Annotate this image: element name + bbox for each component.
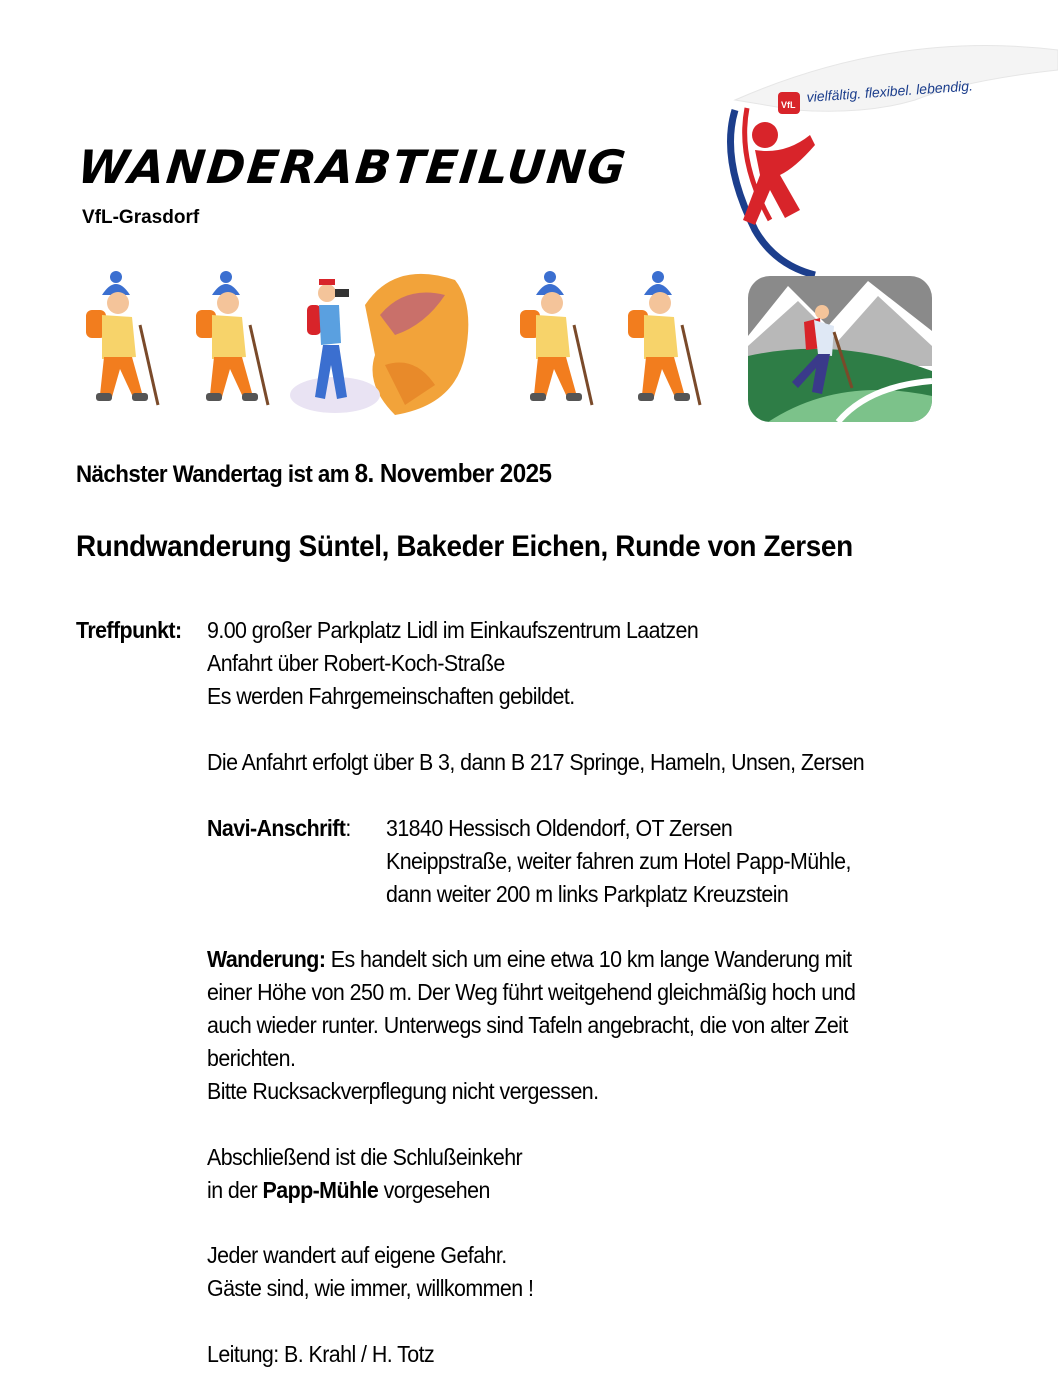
closing-line: Abschließend ist die Schlußeinkehr: [207, 1144, 523, 1170]
next-hike-date: [76, 458, 551, 489]
note-line: Jeder wandert auf eigene Gefahr.: [207, 1242, 507, 1268]
hike-line: Bitte Rucksackverpflegung nicht vergessen.: [207, 1078, 599, 1104]
meeting-line: Es werden Fahrgemeinschaften gebildet.: [207, 683, 575, 709]
mountain-hiker-icon: [748, 276, 932, 422]
note-line: Gäste sind, wie immer, willkommen !: [207, 1275, 534, 1301]
navi-line: Kneippstraße, weiter fahren zum Hotel Papp-Mühle,: [386, 848, 851, 874]
meeting-label: Treffpunkt:: [76, 617, 182, 643]
next-hike-prefix: Nächster Wandertag ist am: [76, 461, 349, 488]
closing-post: vorgesehen: [378, 1177, 490, 1203]
hiker-icon: [506, 265, 602, 425]
leadership: Leitung: B. Krahl / H. Totz: [207, 1341, 435, 1367]
next-hike-date-value: 8. November 2025: [354, 458, 552, 488]
page-title: WANDERABTEILUNG: [75, 140, 631, 194]
hike-line: berichten.: [207, 1045, 296, 1071]
navi-label: Navi-Anschrift: [207, 815, 346, 841]
club-logo: [715, 40, 1058, 280]
logo-slogan: vielfältig. flexibel. lebendig.: [806, 77, 974, 105]
hiker-icon: [182, 265, 278, 425]
travel-route: Die Anfahrt erfolgt über B 3, dann B 217 Springe, Hameln, Unsen, Zersen: [207, 749, 865, 775]
hike-line: [207, 943, 852, 976]
navi-line: 31840 Hessisch Oldendorf, OT Zersen: [386, 815, 733, 841]
hiker-icon: [614, 265, 710, 425]
hiker-icon: [72, 265, 168, 425]
closing-pre: in der: [207, 1177, 263, 1203]
photographer-hiker-icon: [285, 265, 477, 425]
route-title: Rundwanderung Süntel, Bakeder Eichen, Runde von Zersen: [76, 530, 853, 563]
navi-line: dann weiter 200 m links Parkplatz Kreuzstein: [386, 881, 789, 907]
navi-colon: :: [345, 815, 351, 841]
hike-label: Wanderung:: [207, 946, 326, 972]
closing-line: [207, 1174, 490, 1207]
logo-badge-text: VfL: [781, 100, 796, 110]
hike-line: auch wieder runter. Unterwegs sind Tafeln angebracht, die von alter Zeit: [207, 1012, 848, 1038]
meeting-line: 9.00 großer Parkplatz Lidl im Einkaufszentrum Laatzen: [207, 617, 699, 643]
club-name: VfL-Grasdorf: [82, 207, 200, 228]
hike-line: einer Höhe von 250 m. Der Weg führt weitgehend gleichmäßig hoch und: [207, 979, 856, 1005]
navi-label-row: [207, 812, 351, 845]
closing-venue: Papp-Mühle: [262, 1177, 379, 1203]
meeting-line: Anfahrt über Robert-Koch-Straße: [207, 650, 505, 676]
hike-line-rest: Es handelt sich um eine etwa 10 km lange Wanderung mit: [325, 946, 852, 972]
